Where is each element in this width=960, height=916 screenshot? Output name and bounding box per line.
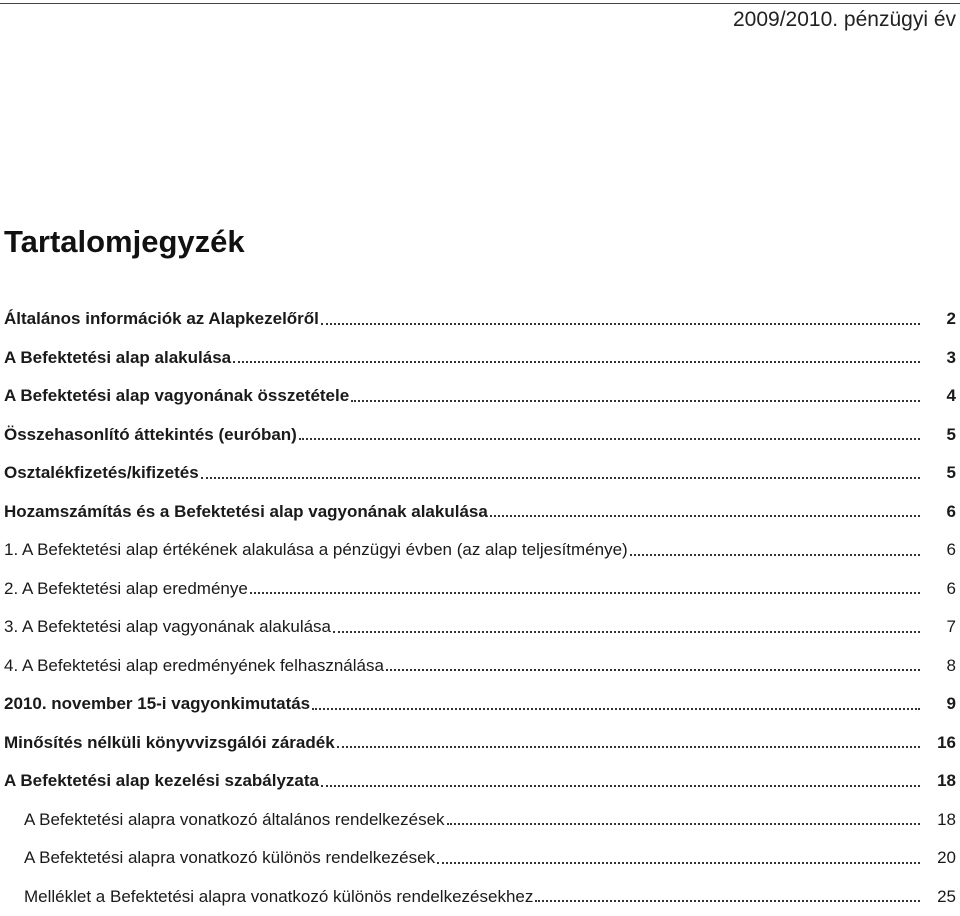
toc-entry-page: 16: [930, 733, 956, 753]
toc-entry[interactable]: [0, 762, 956, 801]
toc-dot-leader: [447, 822, 920, 825]
toc-entry-label: Minősítés nélküli könyvvizsgálói záradék: [4, 733, 337, 753]
toc-entry[interactable]: [0, 531, 956, 570]
page-title: Tartalomjegyzék: [4, 224, 245, 260]
toc-dot-leader: [351, 399, 920, 402]
toc-entry-page: 6: [930, 540, 956, 560]
toc-entry-label: Osztalékfizetés/kifizetés: [4, 463, 201, 483]
toc-entry-label: A Befektetési alap vagyonának összetétele: [4, 386, 351, 406]
toc-entry-page: 9: [930, 694, 956, 714]
toc-entry-page: 5: [930, 463, 956, 483]
toc-entry-page: 18: [930, 771, 956, 791]
toc-dot-leader: [321, 784, 920, 787]
toc-dot-leader: [535, 899, 920, 902]
toc-entry-label: 3. A Befektetési alap vagyonának alakulása: [4, 617, 333, 637]
toc-entry-page: 25: [930, 887, 956, 907]
toc-dot-leader: [233, 360, 920, 363]
toc-entry-page: 3: [930, 348, 956, 368]
toc-dot-leader: [299, 437, 920, 440]
toc-entry-label: Általános információk az Alapkezelőről: [4, 309, 321, 329]
toc-entry-page: 4: [930, 386, 956, 406]
toc-entry[interactable]: [0, 570, 956, 609]
toc-entry-page: 18: [930, 810, 956, 830]
toc-entry[interactable]: [0, 685, 956, 724]
toc-entry[interactable]: [0, 608, 956, 647]
toc-entry[interactable]: [0, 339, 956, 378]
toc-entry-page: 7: [930, 617, 956, 637]
toc-entry-label: 2010. november 15-i vagyonkimutatás: [4, 694, 312, 714]
toc-entry-label: 2. A Befektetési alap eredménye: [4, 579, 250, 599]
toc-entry[interactable]: [0, 416, 956, 455]
toc-dot-leader: [386, 668, 920, 671]
toc-dot-leader: [250, 591, 920, 594]
toc-dot-leader: [333, 630, 920, 633]
toc-dot-leader: [321, 322, 920, 325]
toc-entry-label: Melléklet a Befektetési alapra vonatkozó különös rendelkezésekhez: [24, 887, 535, 907]
toc-entry-label: 4. A Befektetési alap eredményének felhasználása: [4, 656, 386, 676]
toc-entry[interactable]: [0, 454, 956, 493]
toc-entry-label: 1. A Befektetési alap értékének alakulása a pénzügyi évben (az alap teljesítménye): [4, 540, 630, 560]
toc-entry-label: Összehasonlító áttekintés (euróban): [4, 425, 299, 445]
toc-dot-leader: [437, 861, 920, 864]
toc-entry-page: 20: [930, 848, 956, 868]
toc-entry[interactable]: [0, 724, 956, 763]
toc-entry-label: Hozamszámítás és a Befektetési alap vagyonának alakulása: [4, 502, 490, 522]
toc-entry[interactable]: [0, 377, 956, 416]
toc-dot-leader: [312, 707, 920, 710]
toc-entry-page: 6: [930, 579, 956, 599]
toc-entry[interactable]: [0, 801, 956, 840]
page-header: [0, 0, 960, 40]
header-rule: [0, 3, 960, 4]
toc-entry[interactable]: [0, 878, 956, 916]
toc-entry[interactable]: [0, 839, 956, 878]
toc-entry[interactable]: [0, 493, 956, 532]
toc-entry-page: 6: [930, 502, 956, 522]
toc-entry[interactable]: [0, 647, 956, 686]
toc-entry-label: A Befektetési alap alakulása: [4, 348, 233, 368]
toc-entry-label: A Befektetési alapra vonatkozó különös rendelkezések: [24, 848, 437, 868]
toc-entry-page: 5: [930, 425, 956, 445]
table-of-contents: [0, 300, 956, 916]
fiscal-year-label: 2009/2010. pénzügyi év: [733, 8, 956, 32]
toc-dot-leader: [337, 745, 920, 748]
toc-entry[interactable]: [0, 300, 956, 339]
toc-entry-label: A Befektetési alap kezelési szabályzata: [4, 771, 321, 791]
toc-dot-leader: [490, 514, 920, 517]
toc-entry-page: 8: [930, 656, 956, 676]
toc-entry-label: A Befektetési alapra vonatkozó általános rendelkezések: [24, 810, 447, 830]
toc-entry-page: 2: [930, 309, 956, 329]
toc-dot-leader: [201, 476, 920, 479]
toc-dot-leader: [630, 553, 920, 556]
